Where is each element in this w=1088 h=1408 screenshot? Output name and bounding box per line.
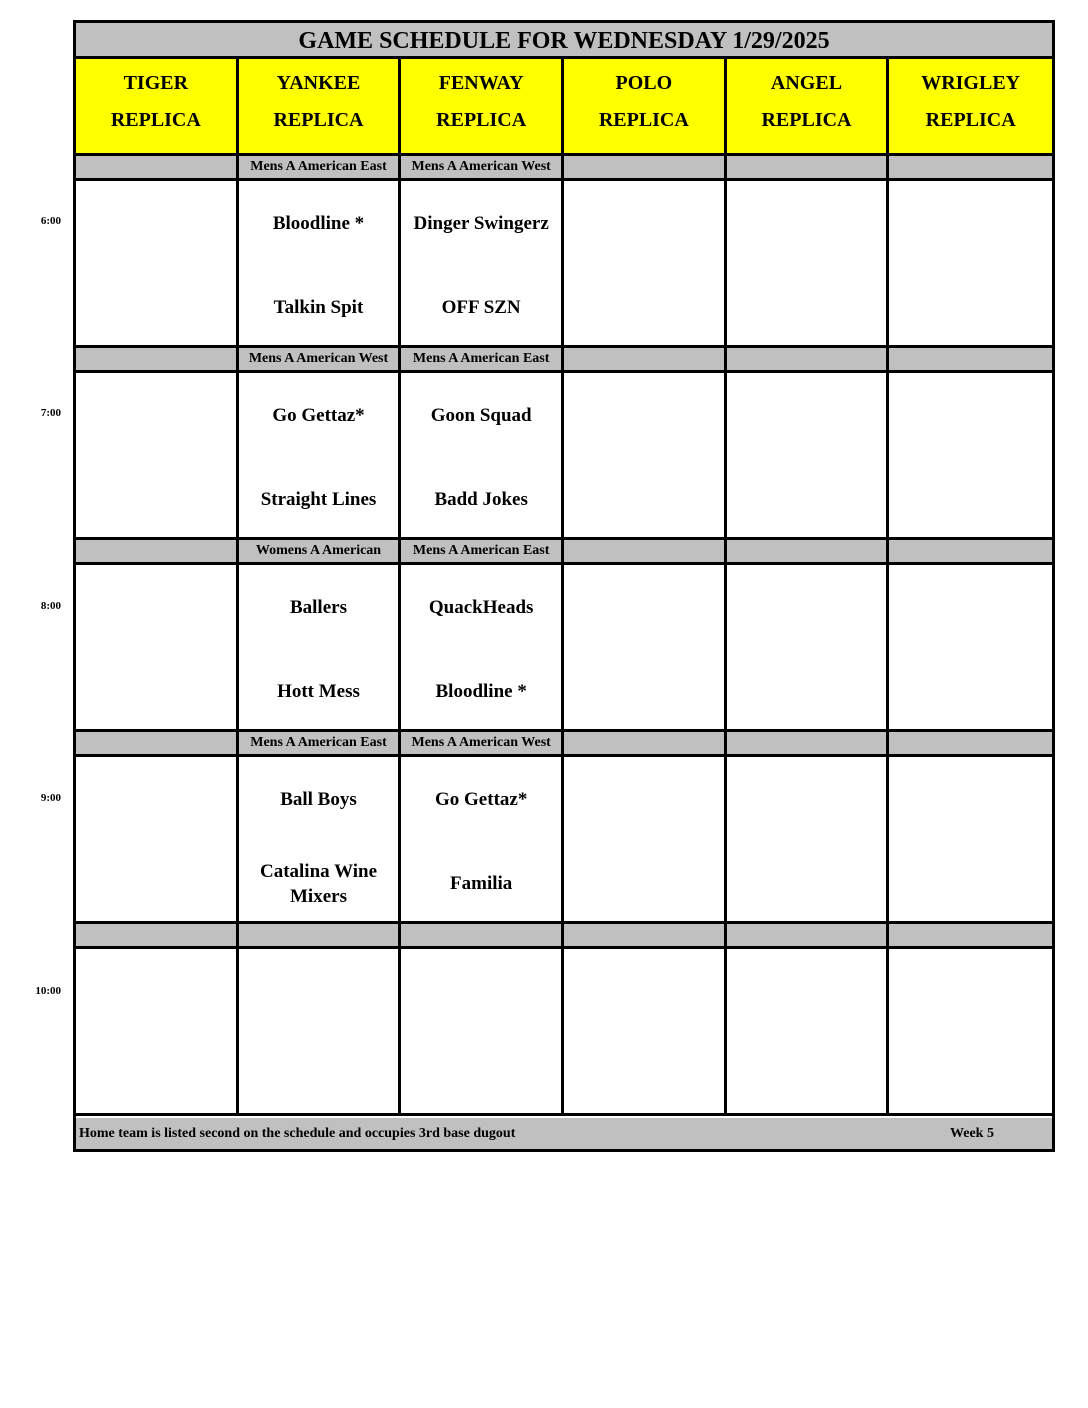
field-header-yankee (239, 59, 402, 156)
games-row (76, 757, 1052, 924)
field-name: ANGEL (770, 72, 843, 94)
field-header-polo (564, 59, 727, 156)
game-cell (76, 373, 239, 537)
game-cell (727, 373, 890, 537)
game-cell (239, 949, 402, 1113)
field-header-wrigley (889, 59, 1052, 156)
division-label: Mens A American West (239, 348, 402, 370)
game-cell (889, 757, 1052, 921)
division-row (76, 540, 1052, 565)
division-label (401, 924, 564, 946)
game-cell (889, 373, 1052, 537)
games-row (76, 373, 1052, 540)
game-cell (401, 373, 564, 537)
home-team: Familia (450, 873, 513, 894)
away-team: Go Gettaz* (272, 405, 365, 426)
game-cell (889, 949, 1052, 1113)
field-header-fenway (401, 59, 564, 156)
game-cell (76, 949, 239, 1113)
time-label: 8:00 (40, 600, 61, 612)
time-slot-7pm (76, 348, 1052, 540)
division-label (76, 732, 239, 754)
division-label (889, 924, 1052, 946)
away-team: QuackHeads (428, 597, 534, 618)
time-slot-6pm (76, 156, 1052, 348)
game-cell (239, 373, 402, 537)
field-name: TIGER (123, 72, 189, 94)
games-row (76, 949, 1052, 1116)
division-label: Mens A American West (401, 156, 564, 178)
field-name: YANKEE (276, 72, 361, 94)
field-name: FENWAY (438, 72, 524, 94)
field-header-tiger (76, 59, 239, 156)
games-row (76, 181, 1052, 348)
game-cell (889, 565, 1052, 729)
game-cell (564, 757, 727, 921)
field-subtitle: REPLICA (273, 109, 364, 131)
footer-bar (76, 1118, 1052, 1149)
division-label (727, 156, 890, 178)
division-label (727, 732, 890, 754)
division-label (564, 732, 727, 754)
time-label: 10:00 (35, 985, 61, 997)
division-label (564, 924, 727, 946)
field-header-row (76, 59, 1052, 156)
division-label (889, 732, 1052, 754)
time-label: 7:00 (40, 407, 61, 419)
time-label: 9:00 (40, 792, 61, 804)
home-team: Catalina Wine Mixers (259, 861, 377, 907)
game-cell (564, 565, 727, 729)
game-cell (239, 565, 402, 729)
field-subtitle: REPLICA (761, 109, 852, 131)
division-label: Mens A American East (239, 156, 402, 178)
game-cell (564, 373, 727, 537)
home-team: Talkin Spit (273, 297, 364, 318)
away-team: Bloodline * (272, 213, 365, 234)
division-label (727, 348, 890, 370)
away-team: Go Gettaz* (435, 789, 528, 810)
field-subtitle: REPLICA (436, 109, 527, 131)
field-name: POLO (615, 72, 673, 94)
away-team: Ball Boys (280, 789, 357, 810)
game-cell (727, 565, 890, 729)
division-label (889, 540, 1052, 562)
division-label (76, 156, 239, 178)
home-team: Bloodline * (435, 681, 527, 702)
game-cell (727, 949, 890, 1113)
division-label (889, 348, 1052, 370)
game-cell (76, 181, 239, 345)
game-cell (401, 565, 564, 729)
time-slot-9pm (76, 732, 1052, 924)
home-team: Hott Mess (277, 681, 360, 702)
page-title: GAME SCHEDULE FOR WEDNESDAY 1/29/2025 (76, 23, 1052, 59)
field-subtitle: REPLICA (925, 109, 1016, 131)
division-label (727, 540, 890, 562)
away-team: Ballers (289, 597, 347, 618)
time-slot-8pm (76, 540, 1052, 732)
division-label (239, 924, 402, 946)
game-cell (564, 949, 727, 1113)
game-cell (889, 181, 1052, 345)
game-cell (76, 565, 239, 729)
field-subtitle: REPLICA (110, 109, 201, 131)
game-cell (727, 757, 890, 921)
home-team: OFF SZN (441, 297, 521, 318)
division-label (564, 540, 727, 562)
home-team: Straight Lines (260, 489, 377, 510)
division-row (76, 924, 1052, 949)
game-cell (401, 949, 564, 1113)
game-cell (564, 181, 727, 345)
field-name: WRIGLEY (921, 72, 1021, 94)
division-label (889, 156, 1052, 178)
game-cell (76, 757, 239, 921)
away-team: Goon Squad (430, 405, 532, 426)
time-slot-10pm (76, 924, 1052, 1116)
division-label: Mens A American West (401, 732, 564, 754)
division-label: Womens A American (239, 540, 402, 562)
time-label: 6:00 (40, 215, 61, 227)
division-label (564, 348, 727, 370)
division-label (76, 924, 239, 946)
division-row (76, 156, 1052, 181)
game-cell (239, 181, 402, 345)
schedule-sheet (73, 20, 1055, 1152)
division-label: Mens A American East (401, 348, 564, 370)
division-row (76, 732, 1052, 757)
away-team: Dinger Swingerz (413, 213, 549, 234)
division-row (76, 348, 1052, 373)
game-cell (239, 757, 402, 921)
game-cell (401, 181, 564, 345)
field-header-angel (727, 59, 890, 156)
week-label: Week 5 (950, 1126, 994, 1141)
game-cell (727, 181, 890, 345)
field-subtitle: REPLICA (598, 109, 689, 131)
footer-note: Home team is listed second on the schedule and occupies 3rd base dugout (79, 1126, 516, 1141)
division-label (564, 156, 727, 178)
division-label (76, 540, 239, 562)
games-row (76, 565, 1052, 732)
home-team: Badd Jokes (434, 489, 528, 510)
division-label (727, 924, 890, 946)
division-label (76, 348, 239, 370)
division-label: Mens A American East (401, 540, 564, 562)
division-label: Mens A American East (239, 732, 402, 754)
game-cell (401, 757, 564, 921)
